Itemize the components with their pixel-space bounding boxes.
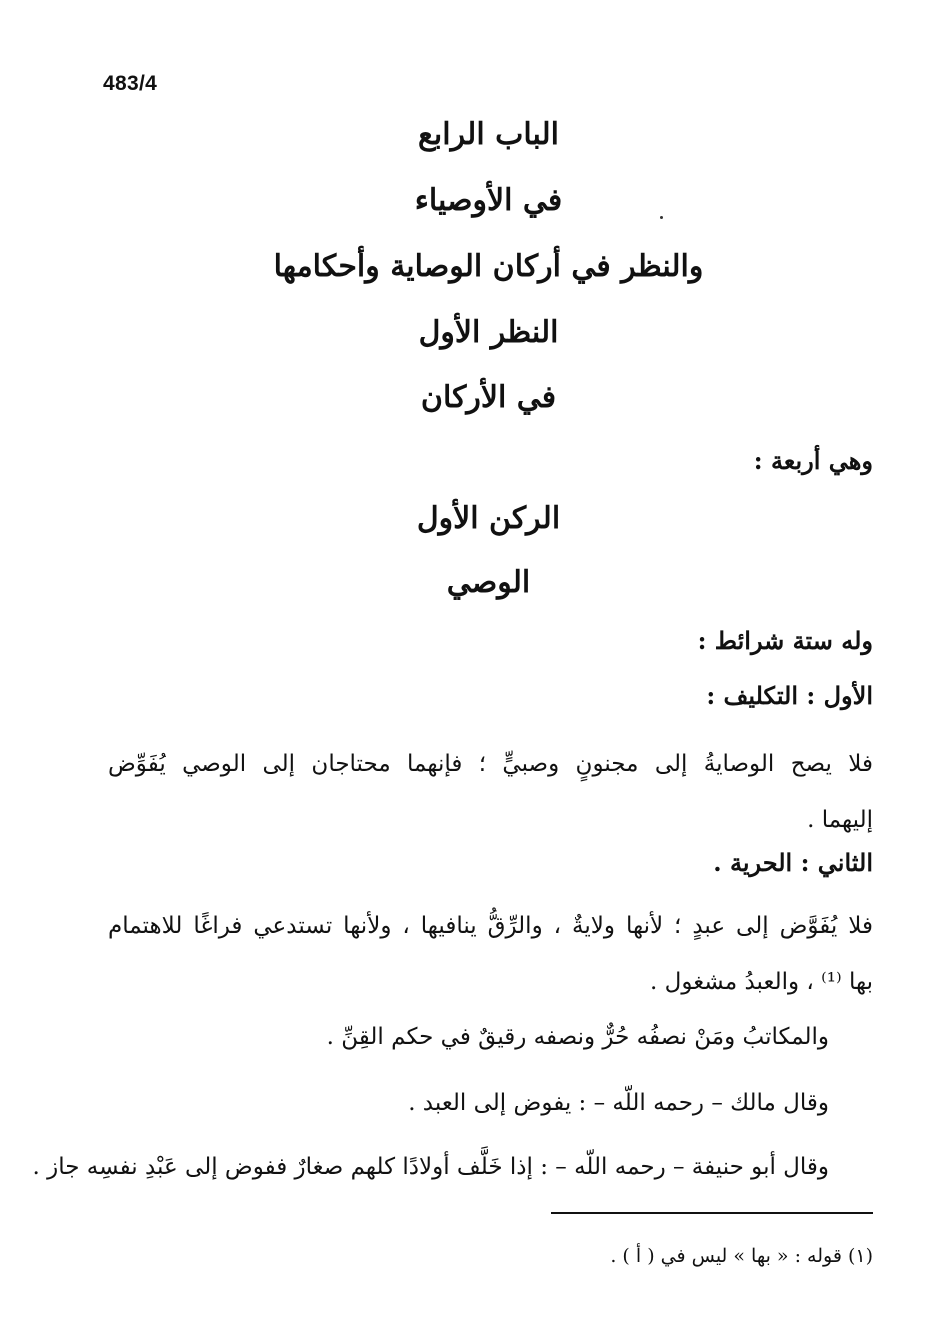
- section-heading: النظر الأول: [418, 315, 559, 350]
- footnote-divider: [551, 1212, 873, 1214]
- section-topic-heading: في الأركان: [420, 380, 557, 415]
- footnote: (١) قوله : « بها » ليس في ( أ ) .: [610, 1245, 873, 1267]
- paragraph-malik-opinion: وقال مالك – رحمه اللّه – : يفوض إلى العبد .: [408, 1090, 829, 1116]
- second-condition-heading: الثاني : الحرية .: [713, 848, 873, 877]
- paragraph-line: بها ⁽¹⁾ ، والعبدُ مشغول .: [650, 969, 873, 995]
- first-condition-heading: الأول : التكليف :: [706, 681, 873, 710]
- paragraph-abu-hanifa-opinion: وقال أبو حنيفة – رحمه اللّه – : إذا خَلَّف أولادًا كلهم صغارٌ ففوض إلى عَبْدِ نفسِه جاز .: [32, 1154, 829, 1180]
- page-number: 483/4: [103, 72, 158, 95]
- conditions-intro: وله ستة شرائط :: [697, 626, 873, 655]
- stray-mark: [660, 216, 663, 219]
- chapter-subtitle-heading: والنظر في أركان الوصاية وأحكامها: [273, 249, 704, 284]
- paragraph-line: فلا يصح الوصايةُ إلى مجنونٍ وصبيٍّ ؛ فإنهما محتاجان إلى الوصي يُفَوِّض: [108, 751, 874, 777]
- paragraph-line: فلا يُفَوَّض إلى عبدٍ ؛ لأنها ولايةٌ ، والرِّقُّ ينافيها ، ولأنها تستدعي فراغًا للاهتمام: [108, 913, 873, 939]
- paragraph-line: إليهما .: [807, 807, 873, 833]
- pillar-topic-heading: الوصي: [446, 565, 531, 600]
- paragraph-mukatab: والمكاتبُ ومَنْ نصفُه حُرٌّ ونصفه رقيقٌ في حكم القِنِّ .: [326, 1024, 829, 1050]
- paragraph-second-condition: [108, 898, 873, 1010]
- pillars-intro: وهي أربعة :: [753, 446, 873, 475]
- chapter-heading: الباب الرابع: [417, 117, 560, 152]
- chapter-topic-heading: في الأوصياء: [414, 183, 563, 218]
- pillar-heading: الركن الأول: [416, 501, 561, 536]
- paragraph-first-condition: [108, 736, 873, 848]
